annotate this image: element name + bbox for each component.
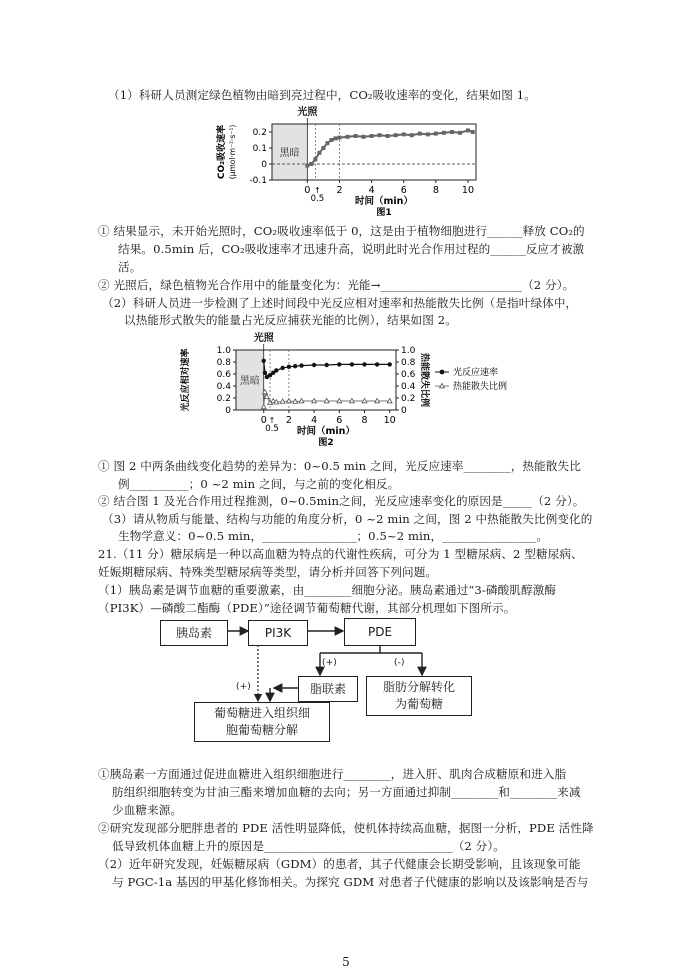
co2-rate-point (466, 128, 470, 132)
y-tick-label: 0 (225, 406, 231, 416)
y-tick-label: 0.2 (216, 394, 231, 404)
co2-rate-point (434, 132, 438, 136)
co2-rate-point (354, 134, 358, 138)
co2-rate-point (329, 138, 333, 142)
light-reaction-point (263, 371, 267, 375)
light-reaction-point (293, 364, 297, 368)
x-tick-label: 0 (260, 415, 267, 426)
dark-label: 黑暗 (239, 376, 260, 387)
co2-rate-point (378, 133, 382, 137)
x-tick-label: 10 (461, 185, 475, 196)
node-pi3k: PI3K (248, 620, 308, 646)
light-reaction-point (287, 365, 291, 369)
y-axis-label-left: 光反应相对速率 (181, 348, 191, 412)
light-label: 光照 (297, 107, 318, 118)
q20-part2-line1: （2）科研人员进一步检测了上述时间段中光反应相对速率和热能散失比例（是指叶绿体中， (102, 296, 578, 310)
dark-label: 黑暗 (279, 148, 300, 159)
chart-title: 图1 (376, 208, 392, 218)
y-tick-label: 0.8 (216, 358, 231, 368)
co2-rate-point (317, 151, 321, 155)
y-tick-label-right: 0.4 (401, 382, 416, 392)
x-tick-label: 8 (361, 415, 368, 426)
co2-rate-point (394, 133, 398, 137)
co2-rate-point (386, 134, 390, 138)
y-tick-label: 0.6 (216, 370, 231, 380)
co2-rate-point (418, 132, 422, 136)
q20-r3-line1: ① 图 2 中两条曲线变化趋势的差异为：0~0.5 min 之间，光反应速率________，热能散失比 (98, 459, 581, 473)
q20-r1-line2: 结果。0.5min 后，CO₂吸收速率才迅速升高，说明此时光合作用过程的______反应才被激 (118, 242, 585, 256)
co2-rate-point (313, 157, 317, 161)
x-tick-label: 8 (432, 185, 439, 196)
y-tick-label-right: 0 (401, 406, 407, 416)
node-fat-to-glucose: 脂肪分解转化 为葡萄糖 (366, 676, 472, 716)
co2-rate-point (410, 133, 414, 137)
co2-rate-line (307, 130, 472, 165)
q20-r2: ② 光照后，绿色植物光合作用中的能量变化为：光能→________________________（2 分）。 (98, 278, 575, 292)
q21-b-line1: ②研究发现部分肥胖患者的 PDE 活性明显降低，使机体持续高血糖，据图一分析，PDE 活性降 (98, 821, 594, 835)
q20-r3-line2: 例__________；0 ~2 min 之间，与之前的变化相反。 (118, 477, 400, 491)
q20-part2-line2: 以热能形式散失的能量占光反应捕获光能的比例），结果如图 2。 (124, 313, 457, 327)
co2-rate-point (345, 135, 349, 139)
light-reaction-point (337, 362, 341, 366)
node-glucose-uptake: 葡萄糖进入组织细 胞葡萄糖分解 (194, 702, 330, 742)
co2-rate-point (362, 135, 366, 139)
x-tick-label: 2 (285, 415, 292, 426)
q21-header-line1: 21.（11 分）糖尿病是一种以高血糖为特点的代谢性疾病，可分为 1 型糖尿病、2 型糖尿病、 (98, 547, 583, 561)
y-axis-label-right: 热能散失比例 (419, 352, 429, 408)
q21-s1-line2: （PI3K）—磷酸二酯酶（PDE）”途径调节葡萄糖代谢，其部分机理如下图所示。 (98, 601, 516, 615)
light-reaction-point (375, 362, 379, 366)
light-reaction-point (350, 362, 354, 366)
q21-c-line2: 与 PGC-1a 基因的甲基化修饰相关。为探究 GDM 对患者子代健康的影响以及该影响是否与 (112, 875, 589, 889)
y-tick-label: 1.0 (216, 346, 231, 356)
q21-a-line3: 少血糖来源。 (112, 803, 183, 817)
label-plus-lipo: (+) (322, 658, 337, 668)
co2-rate-point (471, 130, 475, 134)
q20-part3-line2: 生物学意义：0~0.5 min，________________；0.5~2 min，________________。 (118, 529, 549, 543)
y-tick-label: 0.1 (252, 144, 267, 154)
node-adiponectin: 脂联素 (298, 676, 358, 702)
co2-rate-point (370, 134, 374, 138)
y-tick-label: 0.2 (252, 128, 267, 138)
figure-2-light-reaction-chart (168, 328, 538, 456)
half-minute-arrow: ↑ (268, 416, 276, 425)
y-tick-label: 0 (261, 160, 267, 170)
y-axis-unit: (μmol·m⁻²·s⁻¹) (228, 124, 237, 180)
q20-part3-line1: （3）请从物质与能量、结构与功能的角度分析，0 ~2 min 之间，图 2 中热能散失比例变化的 (102, 512, 593, 526)
x-tick-label: 0 (304, 185, 311, 196)
co2-rate-point (337, 136, 341, 140)
q20-r1-line1: ① 结果显示，未开始光照时，CO₂吸收速率低于 0，这是由于植物细胞进行______释放 CO₂的 (98, 224, 585, 238)
q21-a-line1: ①胰岛素一方面通过促进血糖进入组织细胞进行________，进入肝、肌肉合成糖原和进入脂 (98, 767, 567, 781)
co2-rate-point (325, 141, 329, 145)
label-plus-glucose: (+) (236, 682, 251, 692)
y-axis-label: CO₂吸收速率 (217, 124, 227, 180)
node-insulin: 胰岛素 (160, 620, 228, 646)
chart-title: 图2 (318, 438, 334, 448)
heat-loss-point (287, 398, 292, 402)
label-minus-fat: (-) (394, 658, 405, 668)
light-label: 光照 (253, 333, 274, 344)
legend-label-light-reaction: 光反应速率 (453, 368, 499, 378)
co2-rate-point (305, 164, 309, 168)
y-tick-label-right: 0.8 (401, 358, 416, 368)
light-reaction-point (388, 362, 392, 366)
q21-header-line2: 妊娠期糖尿病、特殊类型糖尿病等类型，请分析并回答下列问题。 (98, 565, 438, 579)
co2-rate-point (458, 131, 462, 135)
co2-rate-point (450, 130, 454, 134)
light-reaction-point (280, 366, 284, 370)
q21-a-line2: 肪组织细胞转变为甘油三酯来增加血糖的去向；另一方面通过抑制________和________来减 (112, 785, 581, 799)
co2-rate-point (402, 132, 406, 136)
x-tick-label: 4 (368, 185, 375, 196)
x-tick-label: 10 (383, 415, 396, 426)
x-tick-label: 6 (400, 185, 407, 196)
q21-s1-line1: （1）胰岛素是调节血糖的重要激素，由________细胞分泌。胰岛素通过“3-磷酸肌醇激酶 (98, 583, 557, 597)
co2-rate-point (309, 162, 313, 166)
co2-rate-point (442, 131, 446, 135)
x-tick-label-half: 0.5 (310, 194, 325, 204)
legend-label-heat-loss: 热能散失比例 (453, 382, 508, 392)
node-pde: PDE (344, 618, 416, 646)
q20-r4: ② 结合图 1 及光合作用过程推测，0~0.5min之间，光反应速率变化的原因是_____（2 分）。 (98, 494, 585, 508)
light-reaction-point (299, 363, 303, 367)
x-axis-label: 时间（min） (355, 196, 413, 207)
x-axis-label: 时间（min） (297, 426, 355, 437)
light-reaction-point (274, 368, 278, 372)
y-tick-label: -0.1 (249, 176, 267, 186)
light-reaction-point (312, 363, 316, 367)
x-tick-label: 6 (336, 415, 343, 426)
y-tick-label-right: 0.2 (401, 394, 416, 404)
light-reaction-point (325, 363, 329, 367)
co2-rate-point (333, 136, 337, 140)
light-reaction-point (262, 359, 266, 363)
y-tick-label-right: 0.6 (401, 370, 416, 380)
q20-r1-line3: 活。 (118, 260, 142, 274)
page-number: 5 (342, 955, 350, 969)
y-tick-label-right: 1.0 (401, 346, 416, 356)
x-tick-label: 4 (311, 415, 318, 426)
co2-rate-point (321, 146, 325, 150)
co2-rate-point (426, 132, 430, 136)
q21-c-line1: （2）近年研究发现，妊娠糖尿病（GDM）的患者，其子代健康会长期受影响，且该现象可能 (98, 857, 581, 871)
light-reaction-point (362, 362, 366, 366)
half-minute-arrow: ↑ (314, 186, 321, 195)
figure-1-co2-chart (180, 104, 500, 220)
y-tick-label: 0.4 (216, 382, 231, 392)
q21-b-line2: 低导致机体血糖上升的原因是________________________________（2 分）。 (112, 839, 505, 853)
q20-part1-intro: （1）科研人员测定绿色植物由暗到亮过程中，CO₂吸收速率的变化，结果如图 1。 (108, 88, 536, 102)
x-tick-label-half: 0.5 (265, 424, 279, 434)
x-tick-label: 2 (336, 185, 343, 196)
